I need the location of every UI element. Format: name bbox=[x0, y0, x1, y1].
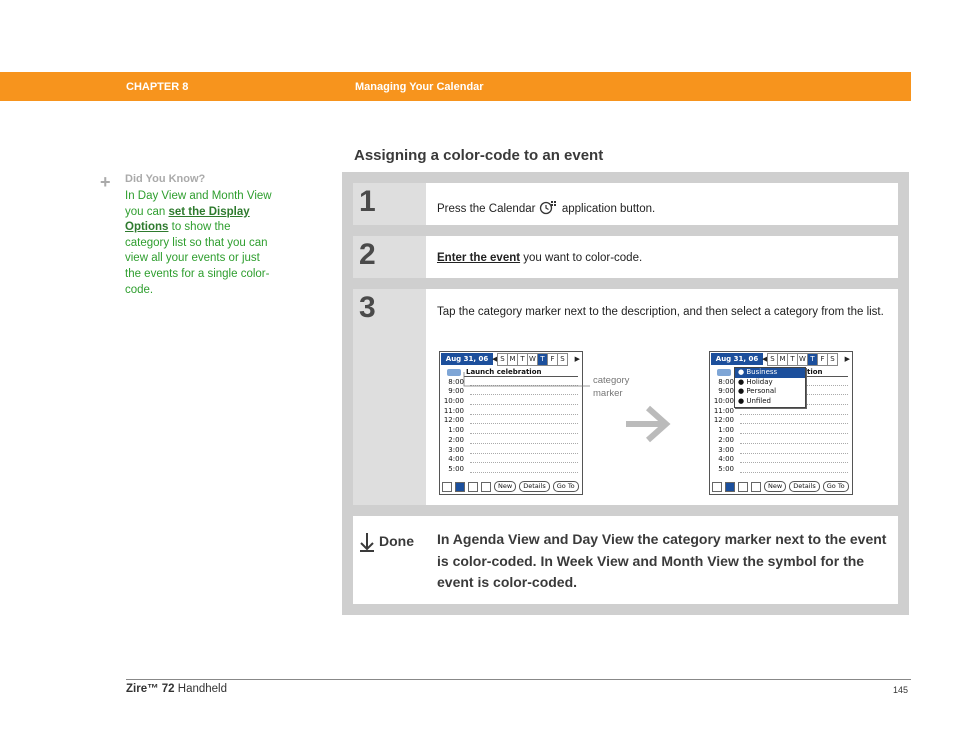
view-day-icon[interactable] bbox=[442, 482, 452, 492]
time-slot-line bbox=[470, 414, 578, 415]
section-title: Assigning a color-code to an event bbox=[354, 147, 604, 164]
time-slot-line bbox=[740, 443, 848, 444]
time-label: 2:00 bbox=[718, 435, 734, 444]
time-row[interactable] bbox=[442, 436, 580, 446]
tip-body bbox=[125, 189, 275, 298]
calendar-app-icon bbox=[539, 199, 559, 215]
go-to-button[interactable]: Go To bbox=[553, 481, 579, 492]
time-slot-line bbox=[740, 453, 848, 454]
day-3[interactable]: W bbox=[527, 353, 538, 366]
time-row[interactable] bbox=[712, 436, 850, 446]
time-row[interactable] bbox=[712, 416, 850, 426]
callout-line-2: marker bbox=[593, 388, 623, 399]
step-number: 3 bbox=[359, 291, 376, 324]
time-label: 8:00 bbox=[718, 377, 734, 386]
time-slot-line bbox=[470, 394, 578, 395]
new-button[interactable]: New bbox=[764, 481, 786, 492]
step-number: 2 bbox=[359, 238, 376, 271]
week-days bbox=[767, 353, 837, 365]
day-0[interactable]: S bbox=[767, 353, 778, 366]
time-slot-line bbox=[470, 433, 578, 434]
day-6[interactable]: S bbox=[827, 353, 838, 366]
time-label: 12:00 bbox=[443, 416, 464, 425]
enter-event-link[interactable]: Enter the event bbox=[437, 252, 521, 264]
view-agenda-icon[interactable] bbox=[481, 482, 491, 492]
done-box bbox=[353, 516, 898, 604]
step-number-column bbox=[353, 236, 426, 278]
time-row[interactable] bbox=[442, 397, 580, 407]
event-title: Launch celebration bbox=[466, 368, 542, 376]
time-slot-line bbox=[470, 472, 578, 473]
day-6[interactable]: S bbox=[557, 353, 568, 366]
time-row[interactable] bbox=[442, 407, 580, 417]
time-row[interactable] bbox=[712, 407, 850, 417]
product-name: Zire™ 72 bbox=[126, 683, 175, 695]
step-number: 1 bbox=[359, 185, 376, 218]
details-button[interactable]: Details bbox=[519, 481, 550, 492]
next-week-icon: ▶ bbox=[574, 355, 580, 363]
time-label: 9:00 bbox=[718, 387, 734, 396]
step-number-column bbox=[353, 289, 426, 505]
down-arrow-icon bbox=[359, 532, 375, 552]
calendar-screen-after bbox=[709, 351, 853, 495]
step-text-b: you want to color-code. bbox=[520, 252, 643, 264]
chapter-header-bar bbox=[0, 72, 911, 101]
step-text-a: Press the Calendar bbox=[437, 203, 536, 215]
day-5[interactable]: F bbox=[817, 353, 828, 366]
day-5[interactable]: F bbox=[547, 353, 558, 366]
callout-label bbox=[593, 374, 629, 400]
chapter-label: CHAPTER 8 bbox=[126, 81, 189, 93]
time-label: 8:00 bbox=[448, 377, 464, 386]
time-slot-line bbox=[470, 453, 578, 454]
go-to-button[interactable]: Go To bbox=[823, 481, 849, 492]
view-week-icon[interactable] bbox=[455, 482, 465, 492]
callout-line-1: category bbox=[593, 375, 630, 386]
day-2[interactable]: T bbox=[787, 353, 798, 366]
time-slot-line bbox=[740, 472, 848, 473]
time-label: 4:00 bbox=[448, 455, 464, 464]
step-text bbox=[437, 252, 642, 264]
time-label: 3:00 bbox=[448, 445, 464, 454]
screen-title-bar bbox=[711, 353, 851, 365]
day-4[interactable]: T bbox=[807, 353, 818, 366]
day-0[interactable]: S bbox=[497, 353, 508, 366]
category-option-personal[interactable]: ● Personal bbox=[738, 387, 777, 395]
done-label: Done bbox=[379, 533, 414, 549]
time-label: 1:00 bbox=[718, 426, 734, 435]
view-month-icon[interactable] bbox=[468, 482, 478, 492]
time-label: 1:00 bbox=[448, 426, 464, 435]
time-label: 11:00 bbox=[713, 406, 734, 415]
time-row[interactable] bbox=[712, 446, 850, 456]
time-row[interactable] bbox=[712, 426, 850, 436]
category-marker-icon bbox=[447, 369, 461, 376]
view-day-icon[interactable] bbox=[712, 482, 722, 492]
day-1[interactable]: M bbox=[507, 353, 518, 366]
view-agenda-icon[interactable] bbox=[751, 482, 761, 492]
date-label: Aug 31, 06 bbox=[441, 353, 493, 365]
time-slot-line bbox=[470, 404, 578, 405]
prev-week-icon: ◀ bbox=[762, 355, 768, 363]
time-row[interactable] bbox=[442, 416, 580, 426]
next-week-icon: ▶ bbox=[844, 355, 850, 363]
bottom-toolbar bbox=[712, 481, 850, 492]
time-label: 9:00 bbox=[448, 387, 464, 396]
right-arrow-icon bbox=[624, 404, 672, 444]
time-slot-line bbox=[740, 433, 848, 434]
tip-text-b: to show the category list so that you can view all your events or just the events for a single color-code. bbox=[125, 221, 270, 296]
step-2 bbox=[353, 236, 898, 278]
time-row[interactable] bbox=[442, 465, 580, 475]
step-number-column bbox=[353, 183, 426, 225]
time-label: 2:00 bbox=[448, 435, 464, 444]
time-row[interactable] bbox=[442, 426, 580, 436]
bottom-toolbar bbox=[442, 481, 580, 492]
product-suffix: Handheld bbox=[174, 683, 228, 695]
time-slot-line bbox=[740, 414, 848, 415]
page-number: 145 bbox=[893, 685, 909, 695]
footer-product bbox=[126, 683, 227, 695]
day-3[interactable]: W bbox=[797, 353, 808, 366]
category-option-business[interactable]: ● Business bbox=[735, 368, 805, 378]
footer-divider bbox=[126, 679, 911, 680]
time-slot-line bbox=[740, 423, 848, 424]
time-row[interactable] bbox=[442, 446, 580, 456]
callout-line bbox=[460, 364, 595, 394]
plus-icon: + bbox=[100, 172, 111, 192]
time-label: 11:00 bbox=[443, 406, 464, 415]
time-label: 10:00 bbox=[443, 397, 464, 406]
new-button[interactable]: New bbox=[494, 481, 516, 492]
time-label: 3:00 bbox=[718, 445, 734, 454]
category-option-holiday[interactable]: ● Holiday bbox=[738, 377, 773, 386]
day-4[interactable]: T bbox=[537, 353, 548, 366]
time-label: 5:00 bbox=[718, 464, 734, 473]
time-row[interactable] bbox=[712, 465, 850, 475]
category-marker-icon bbox=[717, 369, 731, 376]
time-row[interactable] bbox=[712, 455, 850, 465]
time-label: 10:00 bbox=[713, 397, 734, 406]
time-slot-line bbox=[470, 423, 578, 424]
tip-text-a: In Day View and Month View you can bbox=[125, 190, 272, 218]
category-popup-list[interactable] bbox=[734, 367, 806, 408]
day-2[interactable]: T bbox=[517, 353, 528, 366]
step-text bbox=[437, 199, 655, 215]
time-slot-line bbox=[470, 443, 578, 444]
time-row[interactable] bbox=[442, 455, 580, 465]
time-slot-line bbox=[470, 462, 578, 463]
time-slot-line bbox=[740, 462, 848, 463]
time-label: 12:00 bbox=[713, 416, 734, 425]
step-1 bbox=[353, 183, 898, 225]
tip-heading: Did You Know? bbox=[125, 173, 206, 185]
chapter-title: Managing Your Calendar bbox=[355, 81, 484, 93]
step-text: Tap the category marker next to the description, and then select a category from the list. bbox=[437, 306, 884, 318]
view-week-icon[interactable] bbox=[725, 482, 735, 492]
time-label: 5:00 bbox=[448, 464, 464, 473]
done-message: In Agenda View and Day View the category marker next to the event is color-coded. In Week View and Month View the symbol for the event is color-coded. bbox=[437, 531, 887, 590]
time-label: 4:00 bbox=[718, 455, 734, 464]
details-button[interactable]: Details bbox=[789, 481, 820, 492]
category-option-unfiled[interactable]: ● Unfiled bbox=[738, 396, 771, 405]
display-options-link[interactable]: set the Display Options bbox=[125, 205, 250, 234]
prev-week-icon: ◀ bbox=[492, 355, 498, 363]
day-1[interactable]: M bbox=[777, 353, 788, 366]
event-title-partial: tion bbox=[807, 368, 823, 376]
step-text-b: application button. bbox=[561, 203, 656, 215]
date-label: Aug 31, 06 bbox=[711, 353, 763, 365]
view-month-icon[interactable] bbox=[738, 482, 748, 492]
